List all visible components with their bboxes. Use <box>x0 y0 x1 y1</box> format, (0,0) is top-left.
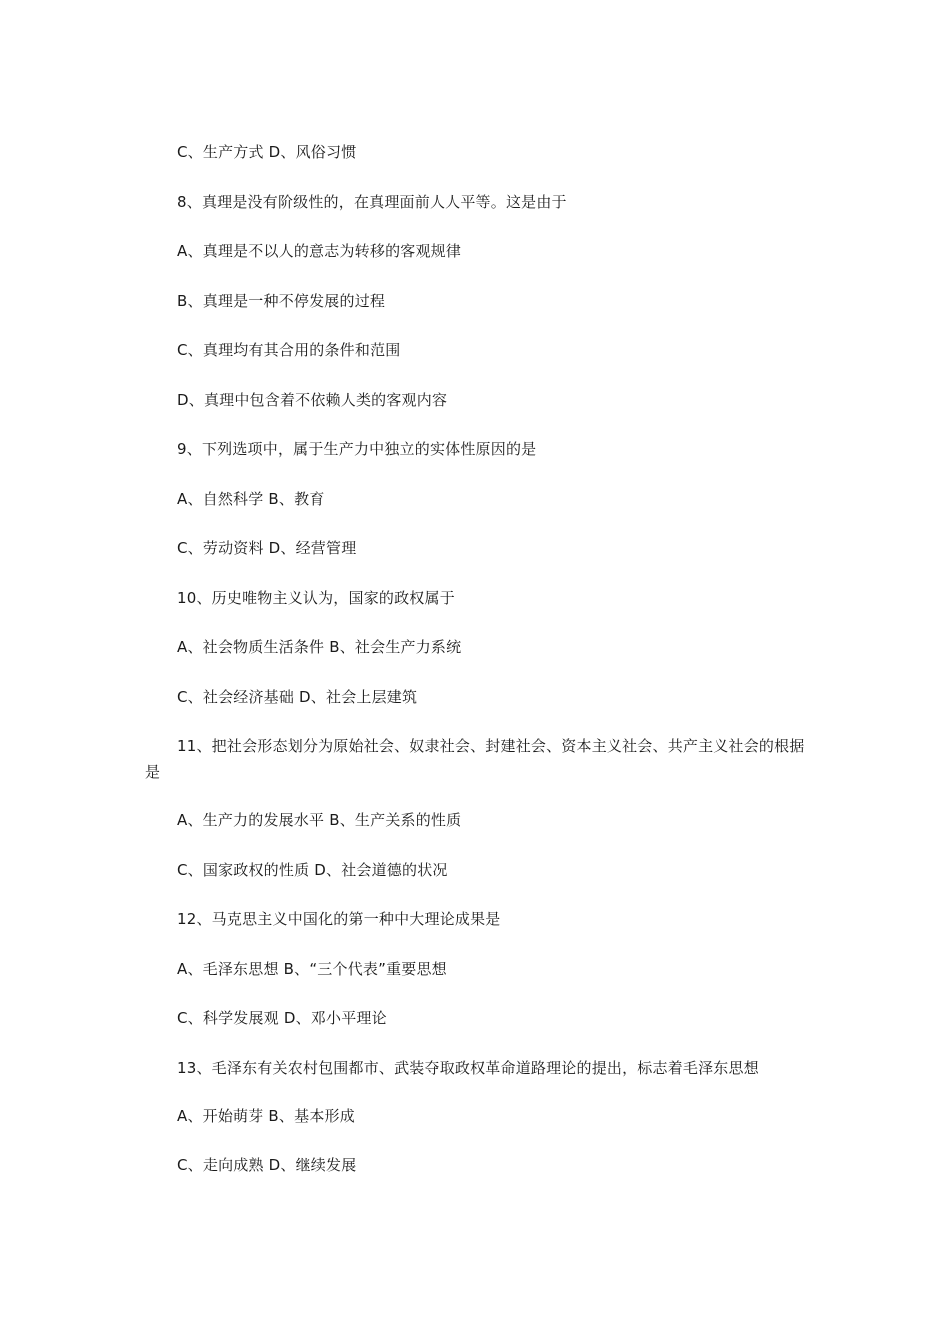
option-line: B、真理是一种不停发展的过程 <box>177 291 386 310</box>
option-line: A、生产力的发展水平 B、生产关系的性质 <box>177 811 462 829</box>
option-line: A、毛泽东思想 B、“三个代表”重要思想 <box>177 959 447 978</box>
question-line: 8、真理是没有阶级性的，在真理面前人人平等。这是由于 <box>177 192 567 211</box>
option-line: C、走向成熟 D、继续发展 <box>177 1156 357 1174</box>
option-line: A、社会物质生活条件 B、社会生产力系统 <box>177 638 462 656</box>
option-line: C、国家政权的性质 D、社会道德的状况 <box>177 860 448 879</box>
question-line: 10、历史唯物主义认为，国家的政权属于 <box>177 588 455 607</box>
option-line: A、开始萌芽 B、基本形成 <box>177 1106 355 1125</box>
option-line: D、真理中包含着不依赖人类的客观内容 <box>177 390 448 409</box>
option-line: C、真理均有其合用的条件和范围 <box>177 341 401 359</box>
question-line: 9、下列选项中，属于生产力中独立的实体性原因的是 <box>177 440 537 458</box>
option-line: C、劳动资料 D、经营管理 <box>177 539 357 557</box>
option-line: C、科学发展观 D、邓小平理论 <box>177 1009 387 1027</box>
question-line: 13、毛泽东有关农村包围都市、武装夺取政权革命道路理论的提出，标志着毛泽东思想 <box>177 1058 759 1077</box>
question-line: 11、把社会形态划分为原始社会、奴隶社会、封建社会、资本主义社会、共产主义社会的根据是 <box>145 737 805 781</box>
option-line: A、自然科学 B、教育 <box>177 489 325 508</box>
document-body <box>145 124 810 1202</box>
option-line: C、社会经济基础 D、社会上层建筑 <box>177 687 418 706</box>
option-line: C、生产方式 D、风俗习惯 <box>177 143 357 161</box>
question-line: 12、马克思主义中国化的第一种中大理论成果是 <box>177 910 501 928</box>
option-line: A、真理是不以人的意志为转移的客观规律 <box>177 242 462 260</box>
